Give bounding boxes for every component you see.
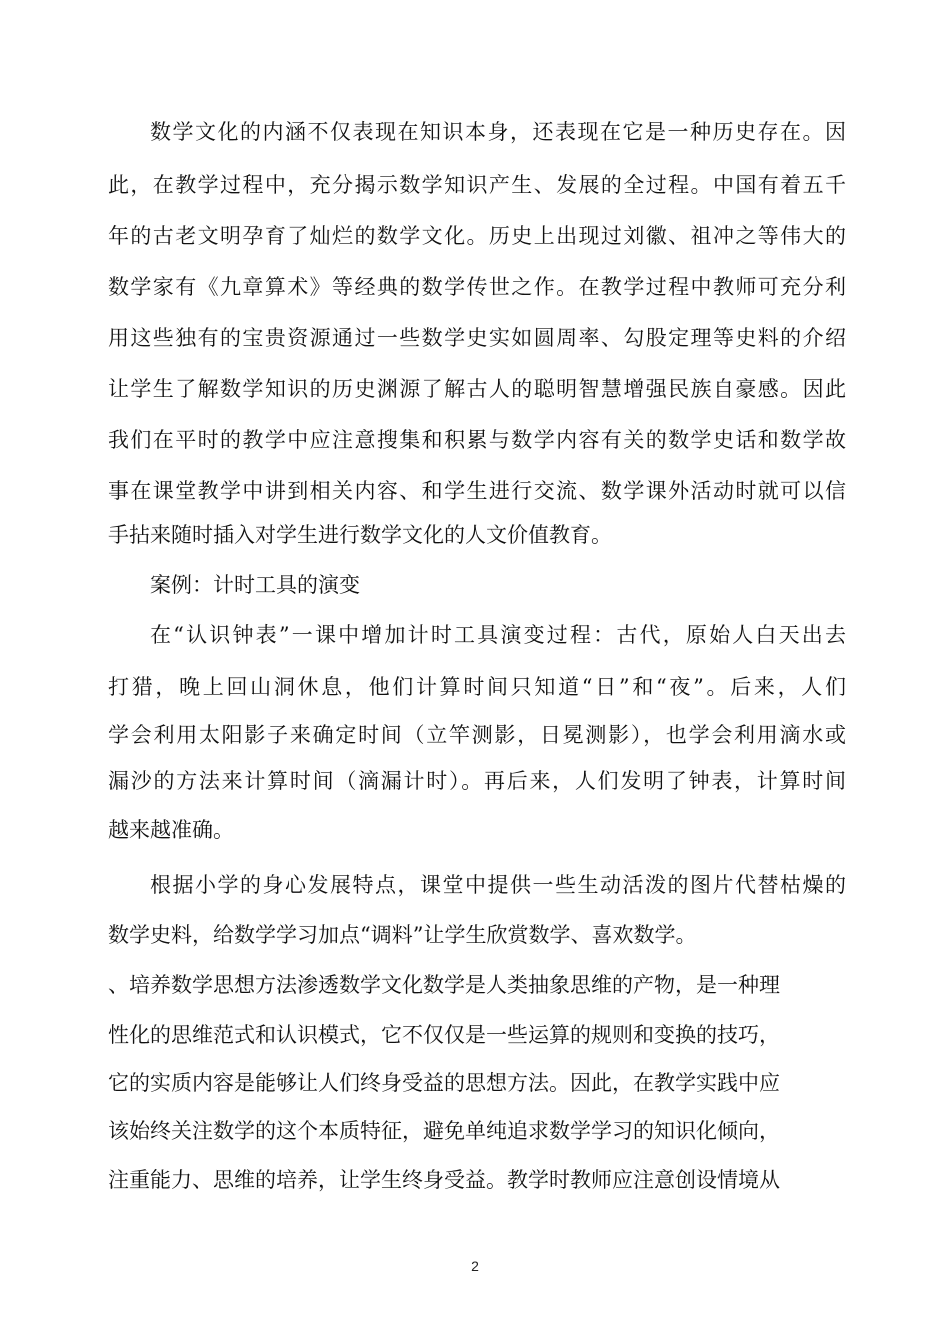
text-line: 数学家有《九章算术》等经典的数学传世之作。在教学过程中教师可充分利 bbox=[108, 275, 846, 299]
text-line: 它的实质内容是能够让人们终身受益的思想方法。因此，在教学实践中应 bbox=[108, 1071, 780, 1095]
text-line: 让学生了解数学知识的历史渊源了解古人的聪明智慧增强民族自豪感。因此 bbox=[108, 377, 846, 401]
text-line: 数学史料，给数学学习加点“调料”让学生欣赏数学、喜欢数学。 bbox=[108, 923, 697, 947]
text-line: 数学文化的内涵不仅表现在知识本身，还表现在它是一种历史存在。因 bbox=[150, 120, 846, 144]
text-line: 我们在平时的教学中应注意搜集和积累与数学内容有关的数学史话和数学故 bbox=[108, 428, 846, 452]
case-heading: 案例：计时工具的演变 bbox=[150, 573, 360, 597]
text-line: 、培养数学思想方法渗透数学文化数学是人类抽象思维的产物，是一种理 bbox=[108, 973, 780, 997]
text-line: 用这些独有的宝贵资源通过一些数学史实如圆周率、勾股定理等史料的介绍 bbox=[108, 326, 846, 350]
text-line: 漏沙的方法来计算时间（滴漏计时）。再后来，人们发明了钟表，计算时间 bbox=[108, 769, 846, 793]
text-line: 年的古老文明孕育了灿烂的数学文化。历史上出现过刘徽、祖冲之等伟大的 bbox=[108, 224, 846, 248]
text-line: 打猎，晚上回山洞休息，他们计算时间只知道“日”和“夜”。后来，人们 bbox=[108, 675, 846, 699]
text-line: 注重能力、思维的培养，让学生终身受益。教学时教师应注意创设情境从 bbox=[108, 1168, 780, 1192]
text-line: 此，在教学过程中，充分揭示数学知识产生、发展的全过程。中国有着五千 bbox=[108, 173, 846, 197]
text-line: 越来越准确。 bbox=[108, 818, 234, 842]
text-line: 手拈来随时插入对学生进行数学文化的人文价值教育。 bbox=[108, 523, 612, 547]
text-line: 根据小学的身心发展特点，课堂中提供一些生动活泼的图片代替枯燥的 bbox=[150, 873, 846, 897]
text-line: 学会利用太阳影子来确定时间（立竿测影，日冕测影），也学会利用滴水或 bbox=[108, 723, 846, 747]
page-number: 2 bbox=[471, 1258, 479, 1274]
text-line: 事在课堂教学中讲到相关内容、和学生进行交流、数学课外活动时就可以信 bbox=[108, 479, 846, 503]
text-line: 性化的思维范式和认识模式，它不仅仅是一些运算的规则和变换的技巧， bbox=[108, 1023, 780, 1047]
text-line: 在“认识钟表”一课中增加计时工具演变过程：古代，原始人白天出去 bbox=[150, 623, 846, 647]
text-line: 该始终关注数学的这个本质特征，避免单纯追求数学学习的知识化倾向， bbox=[108, 1119, 780, 1143]
